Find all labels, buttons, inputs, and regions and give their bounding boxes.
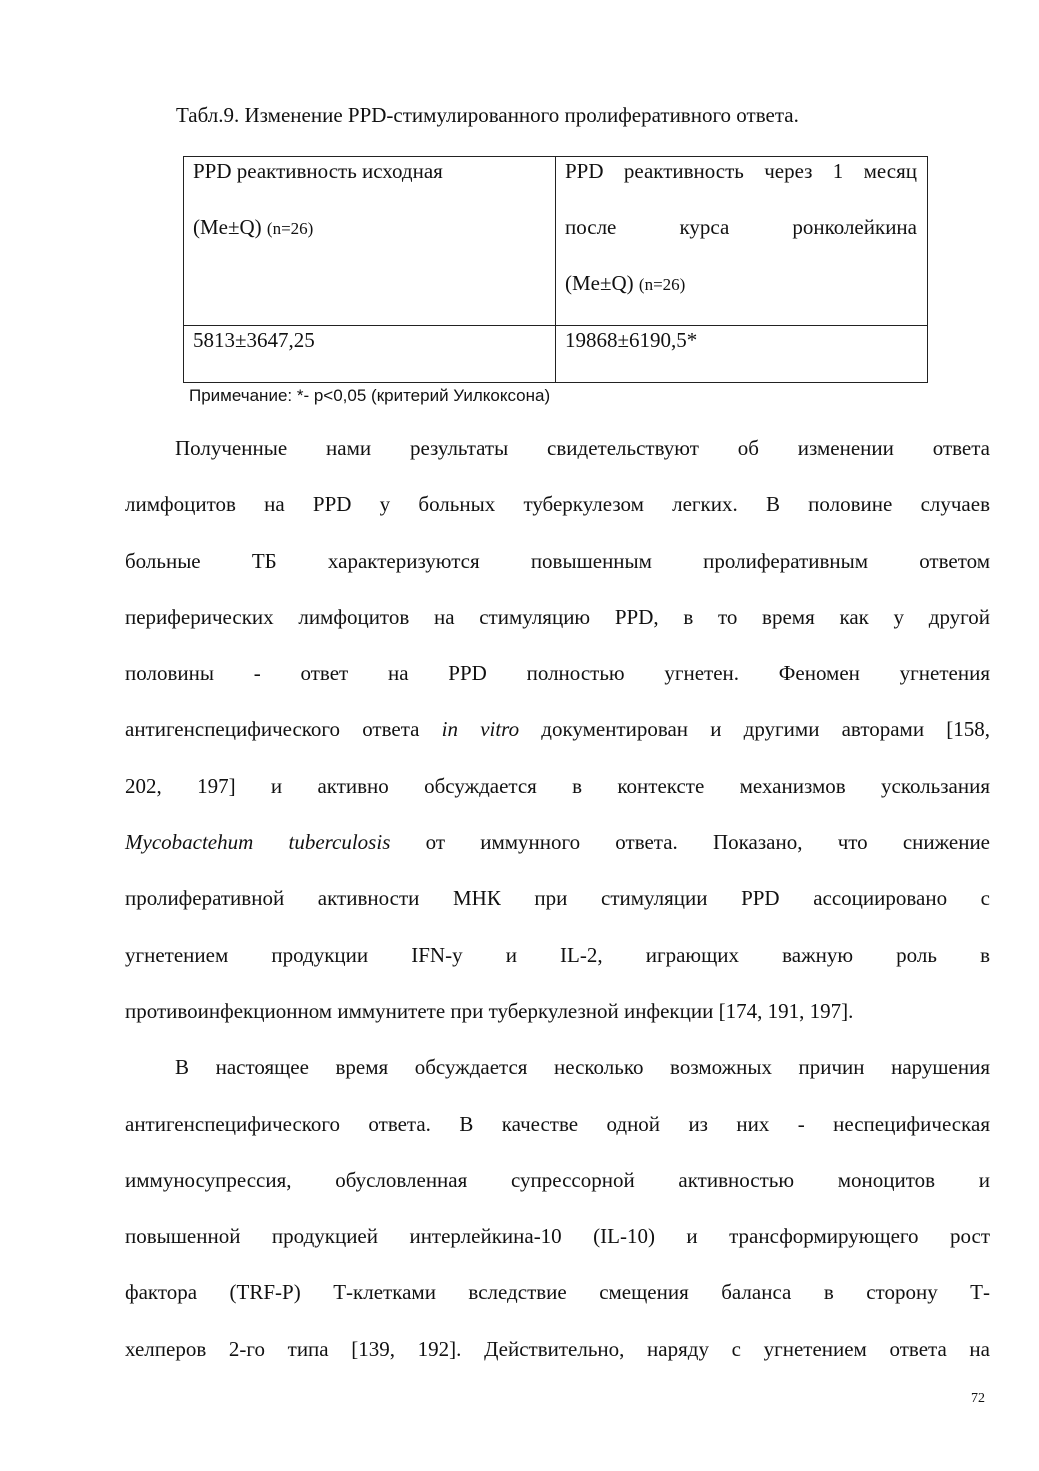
paragraph-line: лимфоцитов на PPD у больных туберкулезом легких. В половине случаев [125,492,990,517]
header-line: PPD реактивность через 1 месяц [565,159,917,183]
paragraph-line: пролиферативной активности МНК при стимуляции PPD ассоциировано с [125,886,990,911]
paragraph-line: хелперов 2-го типа [139, 192]. Действительно, наряду с угнетением ответа на [125,1336,990,1361]
paragraph-line: В настоящее время обсуждается несколько возможных причин нарушения [175,1055,990,1080]
paragraph-line: повышенной продукцией интерлейкина-10 (IL-10) и трансформирующего рост [125,1224,990,1249]
table-note: Примечание: *- p<0,05 (критерий Уилкоксона) [189,386,551,405]
table-header-cell-initial [184,157,556,326]
header-line: после курса ронколейкина [565,215,917,239]
paragraph-line: Mycobactehum tuberculosis от иммунного ответа. Показано, что снижение [125,830,991,855]
table-header-row [184,157,928,326]
header-line: PPD реактивность исходная [193,159,443,183]
italic-term: Mycobactehum tuberculosis [125,830,391,855]
paragraph-line: больные ТБ характеризуются повышенным пролиферативным ответом [125,548,990,573]
table-cell-after-value: 19868±6190,5* [556,326,928,383]
paragraph-line: антигенспецифического ответа in vitro документирован и другими авторами [158, [125,717,991,742]
page-number: 72 [971,1391,985,1406]
table-row [184,326,928,383]
header-line: (Me±Q) (n=26) [193,215,314,239]
italic-term: in vitro [441,717,520,742]
ppd-table [183,156,928,383]
table-cell-initial-value: 5813±3647,25 [184,326,556,383]
paragraph-line: иммуносупрессия, обусловленная супрессорной активностью моноцитов и [125,1167,990,1192]
paragraph-line: периферических лимфоцитов на стимуляцию PPD, в то время как у другой [125,604,990,629]
table-caption: Табл.9. Изменение PPD-стимулированного пролиферативного ответа. [176,103,799,127]
sample-size: (n=26) [638,275,686,294]
paragraph-line: антигенспецифического ответа. В качестве одной из них - неспецифическая [125,1111,990,1136]
paragraph-line: Полученные нами результаты свидетельствуют об изменении ответа [175,436,990,460]
body-text [125,420,990,1377]
paragraph-line: фактора (TRF-P) Т-клетками вследствие смещения баланса в сторону Т- [125,1280,990,1305]
paragraph-line: половины - ответ на PPD полностью угнетен. Феномен угнетения [125,661,990,686]
sample-size: (n=26) [266,219,314,238]
table-header-cell-after [556,157,928,326]
paragraph-line: 202, 197] и активно обсуждается в контексте механизмов ускользания [125,773,990,798]
paragraph-line: противоинфекционном иммунитете при туберкулезной инфекции [174, 191, 197]. [125,998,854,1023]
header-line: (Me±Q) (n=26) [565,271,686,295]
paragraph-line: угнетением продукции IFN-у и IL-2, играющих важную роль в [125,942,990,967]
